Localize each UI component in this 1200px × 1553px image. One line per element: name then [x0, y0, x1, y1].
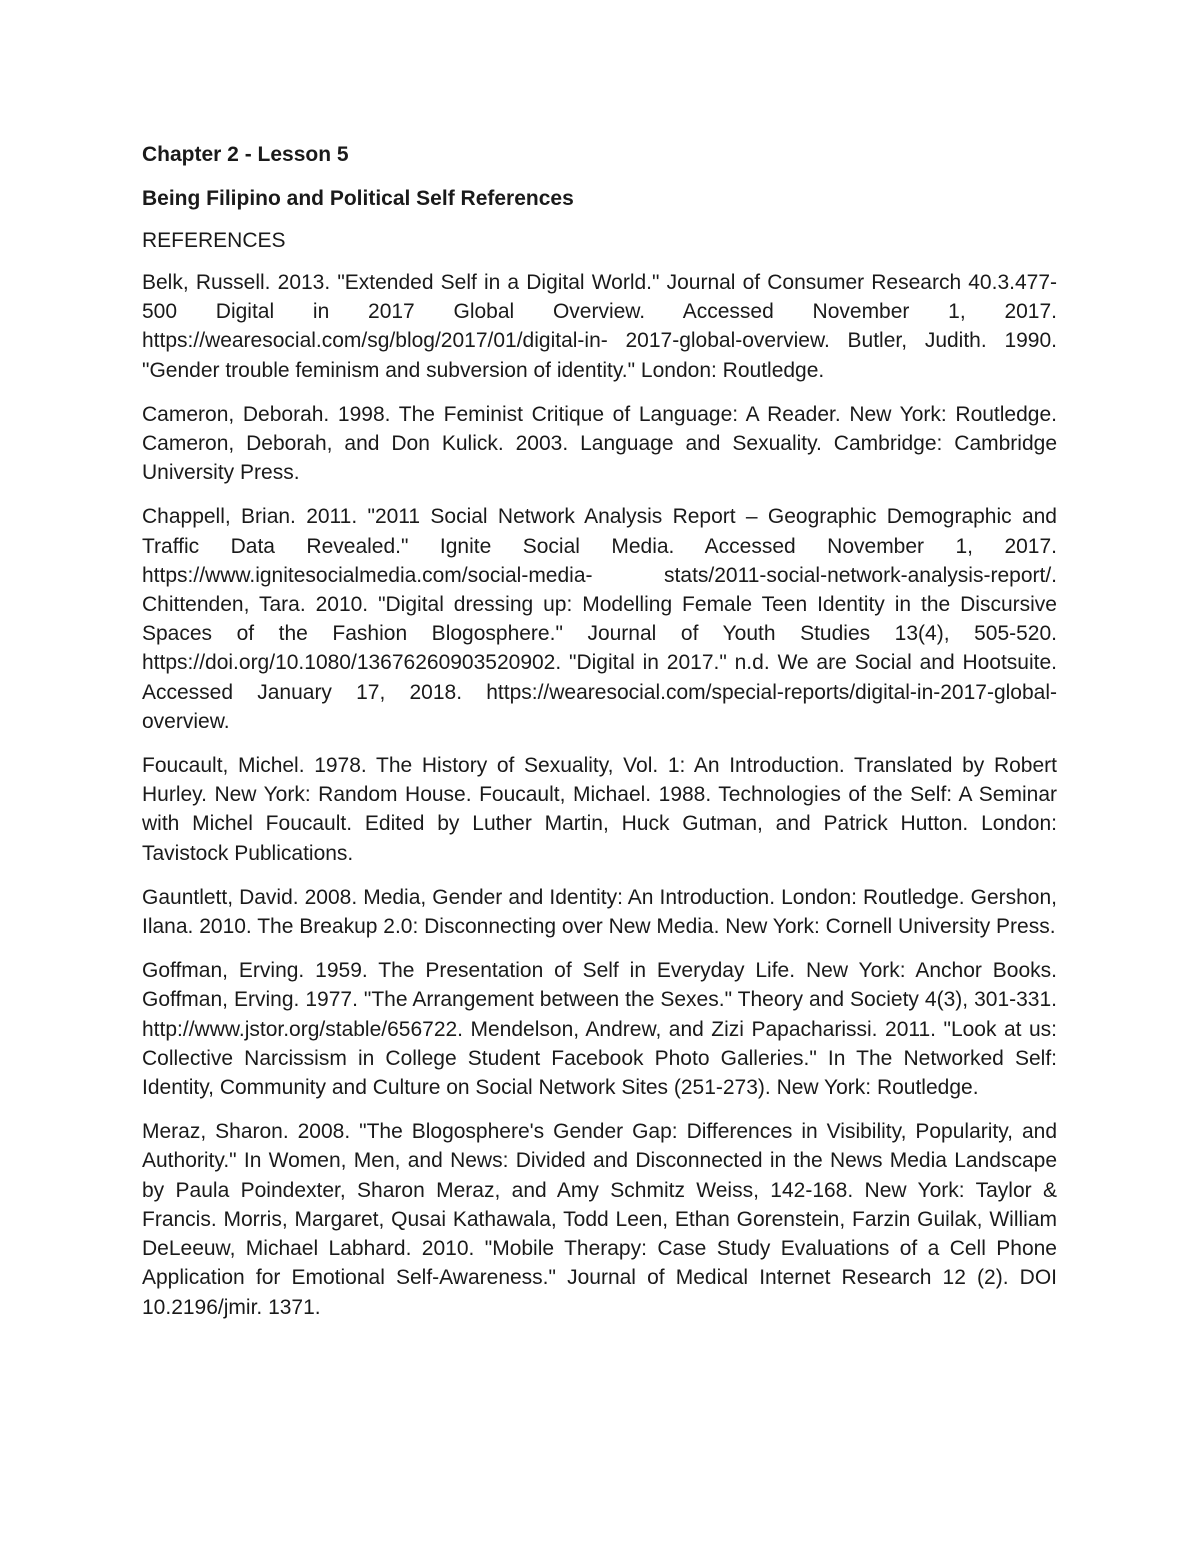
page-title: Being Filipino and Political Self References	[142, 187, 574, 210]
reference-entry: Belk, Russell. 2013. "Extended Self in a Digital World." Journal of Consumer Research 40.3.477-500 Digital in 2017 Global Overview. Accessed November 1, 2017. https://wearesocial.com/sg/blog/2017/01/digital-in- 2017-global-overview. Butler, Judith. 1990. "Gender trouble feminism and subversion of identity." London: Routledge.	[142, 271, 1057, 382]
reference-entry: Chappell, Brian. 2011. "2011 Social Network Analysis Report – Geographic Demographic and Traffic Data Revealed." Ignite Social Media. Accessed November 1, 2017. https://www.ignitesocialmedia.com/social-media- stats/2011-social-network-analysis-report/. Chittenden, Tara. 2010. "Digital dressing up: Modelling Female Teen Identity in the Discursive Spaces of the Fashion Blogosphere." Journal of Youth Studies 13(4), 505-520. https://doi.org/10.1080/13676260903520902. "Digital in 2017." n.d. We are Social and Hootsuite. Accessed January 17, 2018. https://wearesocial.com/special-reports/digital-in-2017-global-overview.	[142, 505, 1057, 733]
reference-entry: Cameron, Deborah. 1998. The Feminist Critique of Language: A Reader. New York: Routledge. Cameron, Deborah, and Don Kulick. 2003. Language and Sexuality. Cambridge: Cambridge University Press.	[142, 402, 1057, 485]
chapter-heading: Chapter 2 - Lesson 5	[142, 143, 349, 166]
document-page	[142, 140, 1057, 1337]
reference-entry: Gauntlett, David. 2008. Media, Gender and Identity: An Introduction. London: Routledge. Gershon, Ilana. 2010. The Breakup 2.0: Disconnecting over New Media. New York: Cornell University Press.	[142, 885, 1057, 939]
reference-entry: Foucault, Michel. 1978. The History of Sexuality, Vol. 1: An Introduction. Translated by Robert Hurley. New York: Random House. Foucault, Michael. 1988. Technologies of the Self: A Seminar with Michel Foucault. Edited by Luther Martin, Huck Gutman, and Patrick Hutton. London: Tavistock Publications.	[142, 754, 1057, 865]
reference-entry: Goffman, Erving. 1959. The Presentation of Self in Everyday Life. New York: Anchor Books. Goffman, Erving. 1977. "The Arrangement between the Sexes." Theory and Society 4(3), 301-331. http://www.jstor.org/stable/656722. Mendelson, Andrew, and Zizi Papacharissi. 2011. "Look at us: Collective Narcissism in College Student Facebook Photo Galleries." In The Networked Self: Identity, Community and Culture on Social Network Sites (251-273). New York: Routledge.	[142, 959, 1057, 1100]
references-label: REFERENCES	[142, 229, 286, 252]
reference-entry: Meraz, Sharon. 2008. "The Blogosphere's Gender Gap: Differences in Visibility, Popularity, and Authority." In Women, Men, and News: Divided and Disconnected in the News Media Landscape by Paula Poindexter, Sharon Meraz, and Amy Schmitz Weiss, 142-168. New York: Taylor & Francis. Morris, Margaret, Qusai Kathawala, Todd Leen, Ethan Gorenstein, Farzin Guilak, William DeLeeuw, Michael Labhard. 2010. "Mobile Therapy: Case Study Evaluations of a Cell Phone Application for Emotional Self-Awareness." Journal of Medical Internet Research 12 (2). DOI 10.2196/jmir. 1371.	[142, 1120, 1057, 1319]
